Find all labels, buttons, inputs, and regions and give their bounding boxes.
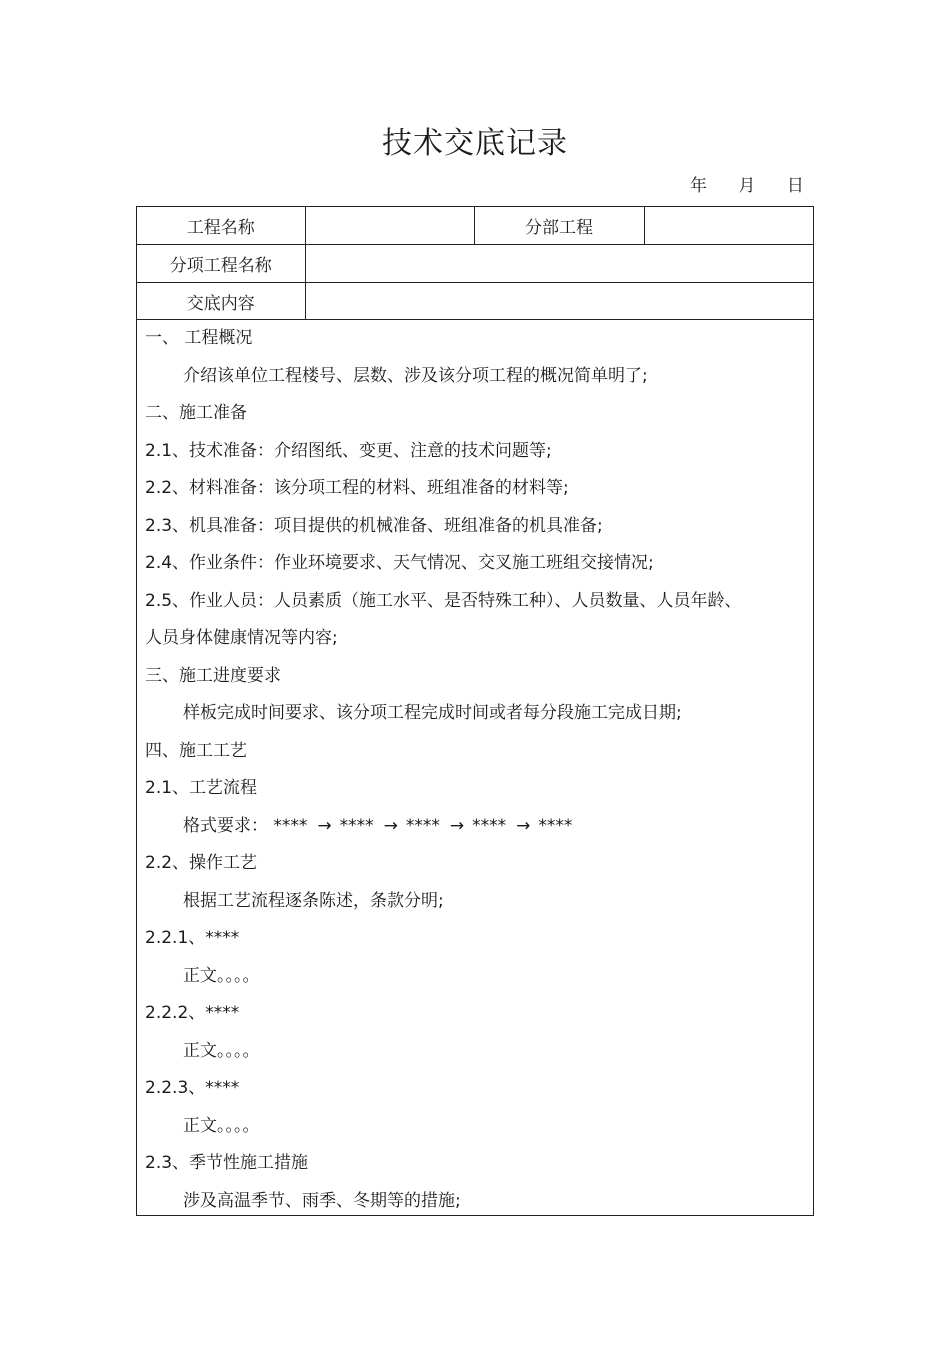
date-day: 日 [786,176,804,196]
paragraph: 涉及高温季节、雨季、冬期等的措施; [183,1190,461,1211]
paragraph: 正文。。。。 [183,1040,260,1061]
date-line [690,174,804,198]
date-month: 月 [738,176,756,196]
arrow-right-icon: → [317,815,332,836]
subsection-heading: 2.2.1、**** [145,928,240,948]
paragraph: 样板完成时间要求、该分项工程完成时间或者每分段施工完成日期; [183,703,682,723]
division-label: 分部工程 [474,207,644,245]
section-heading: 一、 工程概况 [145,328,253,348]
subsection-heading: 2.2.2、**** [145,1003,240,1023]
flow-step: **** [273,815,308,836]
flow-label: 格式要求： [183,815,268,836]
paragraph: 介绍该单位工程楼号、层数、涉及该分项工程的概况简单明了; [183,365,648,386]
content-label: 交底内容 [137,283,305,320]
project-name-label: 工程名称 [137,207,305,245]
section-heading: 三、施工进度要求 [145,665,281,686]
date-year: 年 [690,176,707,196]
subsection-heading: 2.1、工艺流程 [145,778,258,798]
arrow-right-icon: → [383,815,398,836]
list-item: 2.5、作业人员：人员素质（施工水平、是否特殊工种）、人员数量、人员年龄、 [145,590,742,611]
paragraph: 根据工艺流程逐条陈述，条款分明; [183,890,444,911]
arrow-right-icon: → [516,815,531,836]
list-item: 2.1、技术准备：介绍图纸、变更、注意的技术问题等; [145,440,552,461]
list-item: 2.2、材料准备：该分项工程的材料、班组准备的材料等; [145,478,569,498]
flow-step: **** [472,815,507,836]
list-item-continuation: 人员身体健康情况等内容; [145,628,338,648]
flow-step: **** [538,815,573,836]
document-title: 技术交底记录 [382,126,568,161]
disclosure-content [137,320,813,1220]
disclosure-form [136,206,814,1216]
subsection-heading: 2.2、操作工艺 [145,853,258,873]
section-heading: 二、施工准备 [145,403,247,423]
header-table [137,207,813,320]
flow-step: **** [339,815,374,836]
subsection-heading: 2.3、季节性施工措施 [145,1153,309,1173]
subsection-heading: 2.2.3、**** [145,1078,240,1098]
list-item: 2.4、作业条件：作业环境要求、天气情况、交叉施工班组交接情况; [145,553,654,573]
subitem-name-label: 分项工程名称 [137,245,305,283]
flow-step: **** [405,815,440,836]
process-flow [145,808,805,846]
project-name-field[interactable] [305,207,474,245]
paragraph: 正文。。。。 [183,965,260,986]
paragraph: 正文。。。。 [183,1115,260,1136]
subitem-name-field[interactable] [305,245,813,283]
section-heading: 四、施工工艺 [145,740,247,761]
arrow-right-icon: → [449,815,465,836]
content-field[interactable] [305,283,813,320]
list-item: 2.3、机具准备：项目提供的机械准备、班组准备的机具准备; [145,515,603,536]
division-field[interactable] [644,207,813,245]
